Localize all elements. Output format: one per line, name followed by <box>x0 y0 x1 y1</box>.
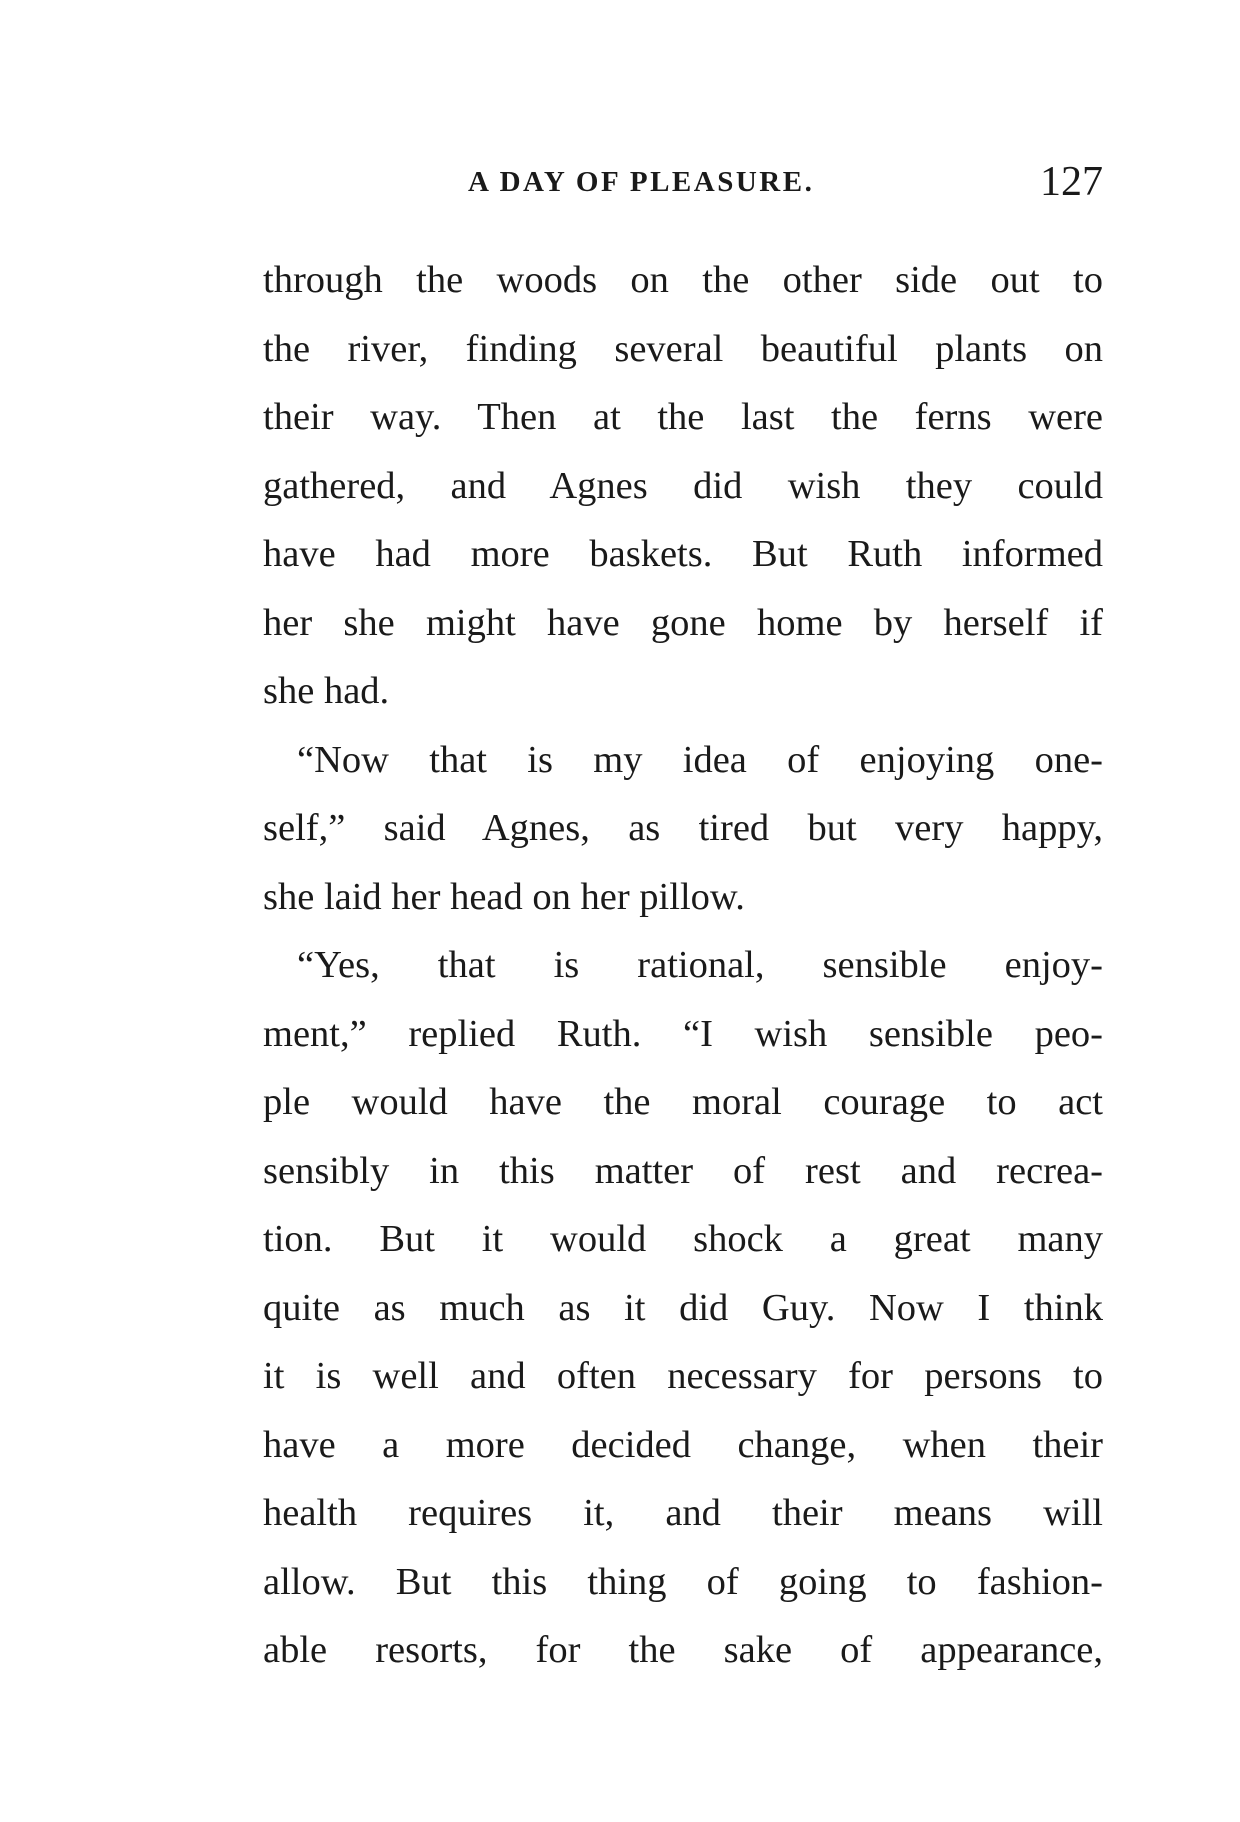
paragraph-2 <box>263 726 1103 932</box>
paragraph-1 <box>263 246 1103 726</box>
body-text <box>263 246 1103 1685</box>
text-line: “Yes, that is rational, sensible enjoy- <box>297 944 1103 986</box>
paragraph-3 <box>263 931 1103 1685</box>
running-head <box>263 158 1103 218</box>
text-line: ment,” replied Ruth. “I wish sensible peo- <box>263 1012 1103 1055</box>
text-line: allow. But this thing of going to fashion- <box>263 1560 1103 1603</box>
text-line: health requires it, and their means will <box>263 1492 1103 1534</box>
page-number: 127 <box>1040 159 1103 205</box>
text-line: she laid her head on her pillow. <box>263 875 745 918</box>
text-line: self,” said Agnes, as tired but very happy, <box>263 807 1103 849</box>
text-line: have a more decided change, when their <box>263 1423 1103 1466</box>
running-title: A DAY OF PLEASURE. <box>468 166 815 198</box>
text-line: sensibly in this matter of rest and recrea- <box>263 1149 1103 1192</box>
text-line: tion. But it would shock a great many <box>263 1218 1103 1260</box>
text-line: ple would have the moral courage to act <box>263 1081 1103 1123</box>
text-line: have had more baskets. But Ruth informed <box>263 533 1103 575</box>
text-line: able resorts, for the sake of appearance, <box>263 1629 1103 1671</box>
text-line: “Now that is my idea of enjoying one- <box>297 738 1103 781</box>
text-line: she had. <box>263 670 390 712</box>
text-line: their way. Then at the last the ferns were <box>263 396 1103 438</box>
text-line: gathered, and Agnes did wish they could <box>263 464 1103 507</box>
text-line: quite as much as it did Guy. Now I think <box>263 1286 1103 1329</box>
text-line: the river, finding several beautiful plants on <box>263 327 1103 370</box>
text-line: it is well and often necessary for persons to <box>263 1355 1103 1397</box>
text-line: her she might have gone home by herself if <box>263 601 1103 644</box>
text-line: through the woods on the other side out to <box>263 259 1103 301</box>
